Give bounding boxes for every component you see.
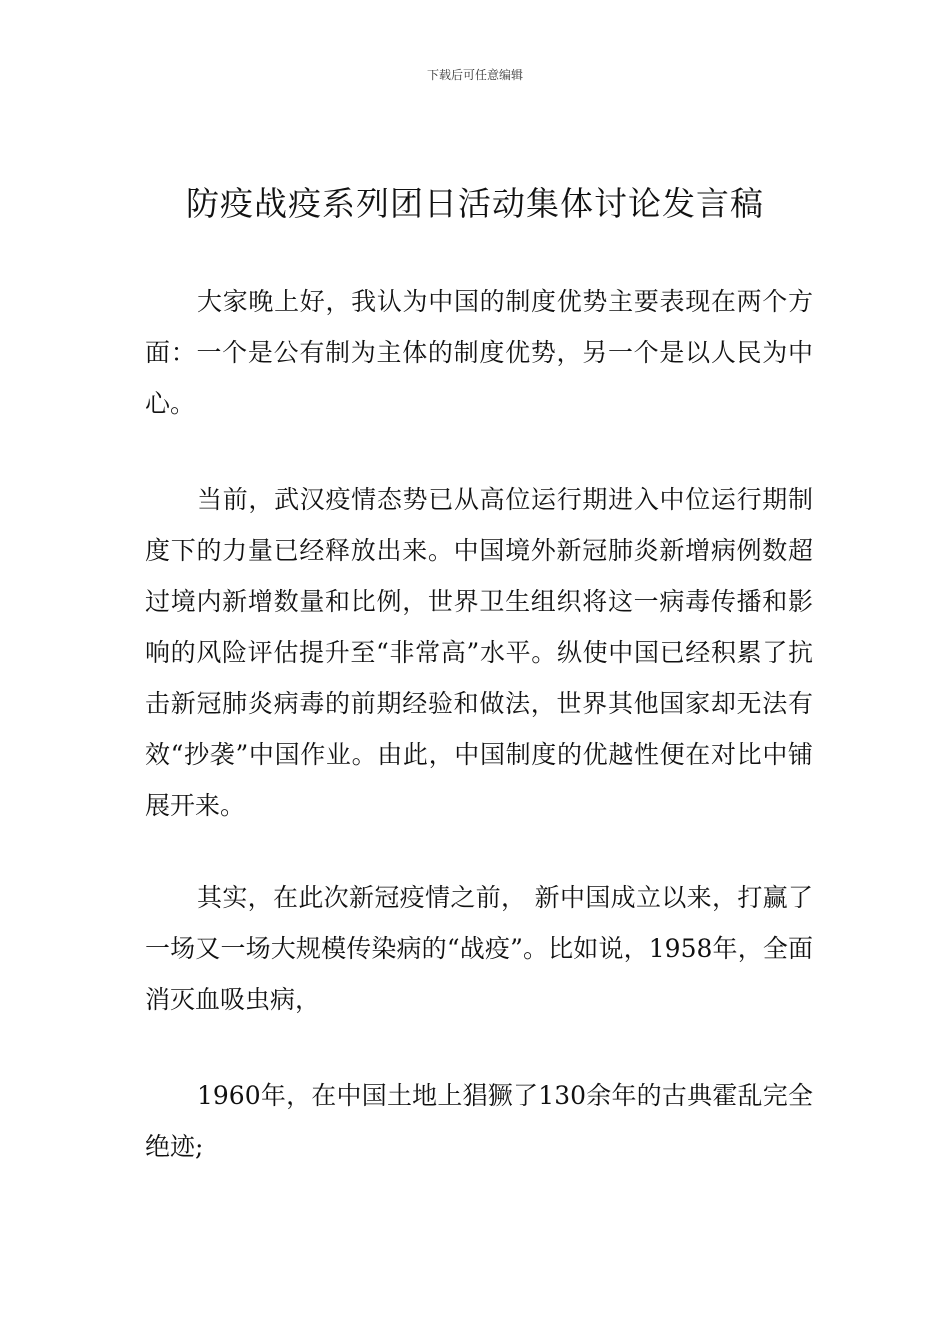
paragraph-1: 大家晚上好，我认为中国的制度优势主要表现在两个方面：一个是公有制为主体的制度优势，另一个是以人民为中心。: [145, 287, 813, 418]
paragraph-2: 当前，武汉疫情态势已从高位运行期进入中位运行期制度下的力量已经释放出来。中国境外新冠肺炎新增病例数超过境内新增数量和比例，世界卫生组织将这一病毒传播和影响的风险评估提升至“非常高”水平。纵使中国已经积累了抗击新冠肺炎病毒的前期经验和做法，世界其他国家却无法有效“抄袭”中国作业。由此，中国制度的优越性便在对比中铺展开来。: [145, 485, 813, 820]
header-note: 下载后可任意编辑: [426, 68, 523, 82]
paragraph-4: 1960年，在中国土地上猖獗了130余年的古典霍乱完全绝迹;: [145, 1081, 813, 1161]
document-title: 防疫战疫系列团日活动集体讨论发言稿: [186, 184, 764, 223]
paragraph-3: 其实，在此次新冠疫情之前， 新中国成立以来，打赢了一场又一场大规模传染病的“战疫”。比如说，1958年，全面消灭血吸虫病，: [145, 883, 813, 1014]
